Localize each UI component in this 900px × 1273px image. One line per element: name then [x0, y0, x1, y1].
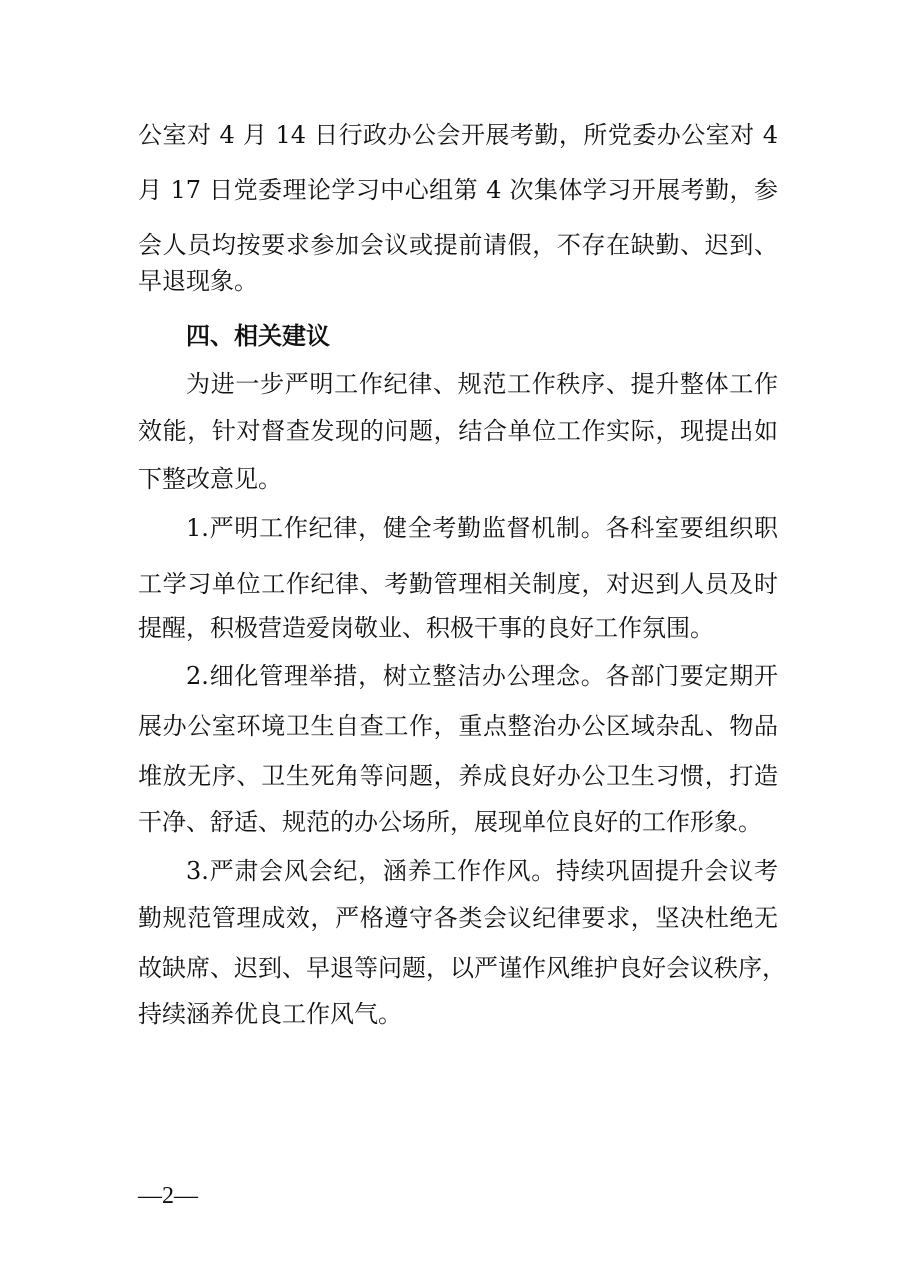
body-text-line: 3.严肃会风会纪，涵养工作作风。持续巩固提升会议考: [186, 857, 778, 885]
body-text-line: 故缺席、迟到、早退等问题，以严谨作风维护良好会议秩序，: [138, 954, 786, 982]
body-text-line: 工学习单位工作纪律、考勤管理相关制度，对迟到人员及时: [138, 570, 778, 598]
body-text-line: 公室对 4 月 14 日行政办公会开展考勤，所党委办公室对 4: [138, 121, 778, 149]
body-text-line: 展办公室环境卫生自查工作，重点整治办公区域杂乱、物品: [138, 712, 778, 740]
section-heading: 四、相关建议: [186, 322, 330, 350]
body-text-line: 为进一步严明工作纪律、规范工作秩序、提升整体工作: [186, 370, 778, 398]
body-text-line: 提醒，积极营造爱岗敬业、积极干事的良好工作氛围。: [138, 614, 714, 642]
body-text-line: 2.细化管理举措，树立整洁办公理念。各部门要定期开: [186, 662, 778, 690]
body-text-line: 会人员均按要求参加会议或提前请假，不存在缺勤、迟到、: [138, 231, 778, 259]
body-text-line: 持续涵养优良工作风气。: [138, 1000, 402, 1028]
body-text-line: 月 17 日党委理论学习中心组第 4 次集体学习开展考勤，参: [138, 176, 778, 204]
page-number: —2—: [138, 1183, 198, 1209]
body-text-line: 堆放无序、卫生死角等问题，养成良好办公卫生习惯，打造: [138, 762, 778, 790]
body-text-line: 下整改意见。: [138, 465, 282, 493]
body-text-line: 干净、舒适、规范的办公场所，展现单位良好的工作形象。: [138, 808, 762, 836]
body-text-line: 效能，针对督查发现的问题，结合单位工作实际，现提出如: [138, 417, 778, 445]
body-text-line: 勤规范管理成效，严格遵守各类会议纪律要求，坚决杜绝无: [138, 904, 778, 932]
body-text-line: 早退现象。: [138, 267, 258, 295]
body-text-line: 1.严明工作纪律，健全考勤监督机制。各科室要组织职: [186, 514, 778, 542]
